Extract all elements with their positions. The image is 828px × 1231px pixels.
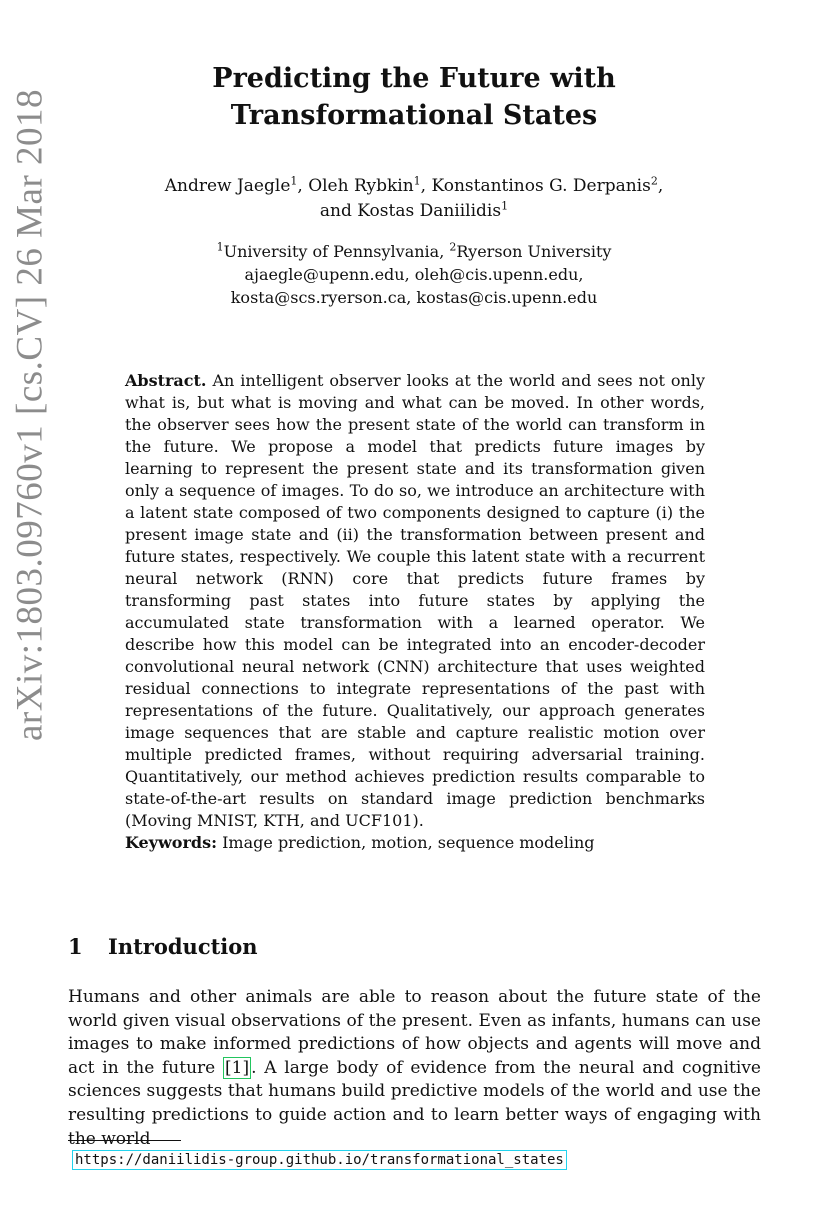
section-title: Introduction	[108, 934, 258, 959]
section-number: 1	[68, 934, 83, 959]
abstract-text: An intelligent observer looks at the world and sees not only what is, but what is moving and what can be moved. In other words, the observer sees how the present state of the world can transform in the future. We propose a model that predicts future images by learning to represent the present state and its transformation given only a sequence of images. To do so, we introduce an architecture with a latent state composed of two components designed to capture (i) the present image state and (ii) the transformation between present and future states, respectively. We couple this latent state with a recurrent neural network (RNN) core that predicts future frames by transforming past states into future states by applying the accumulated state transformation with a learned operator. We describe how this model can be integrated into an encoder-decoder convolutional neural network (CNN) architecture that uses weighted residual connections to integrate representations of the past with representations of the future. Qualitatively, our approach generates image sequences that are stable and capture realistic motion over multiple predicted frames, without requiring adversarial training. Quantitatively, our method achieves prediction results comparable to state-of-the-art results on standard image prediction benchmarks (Moving MNIST, KTH, and UCF101).	[125, 371, 705, 830]
arxiv-id-text: arXiv:1803.09760v1 [cs.CV] 26 Mar 2018	[9, 88, 51, 742]
affiliation-mark: 2	[449, 240, 457, 254]
emails-line-2: kosta@scs.ryerson.ca, kostas@cis.upenn.edu	[230, 288, 598, 307]
affiliation-mark: 1	[290, 174, 298, 188]
citation-link[interactable]: [1]	[225, 1057, 250, 1078]
footnote-url-link[interactable]: https://daniilidis-group.github.io/transformational_states	[72, 1150, 567, 1170]
affiliations	[90, 240, 738, 309]
author-name: Oleh Rybkin	[308, 176, 414, 196]
intro-text: Humans and other animals are able to reason about the future state of the world given visual observations of the present. Even as infants, humans can use images to make informed predictions of how objects and agents will move and act in the future	[68, 987, 761, 1078]
author-name: Andrew Jaegle	[164, 176, 291, 196]
footnote	[68, 1146, 567, 1170]
affiliation-mark: 1	[413, 174, 421, 188]
paper-title: Predicting the Future with Transformational States	[212, 63, 616, 131]
affiliation-mark: 1	[501, 199, 509, 213]
affiliation-1: University of Pennsylvania,	[223, 242, 450, 261]
affiliation-2: Ryerson University	[456, 242, 612, 261]
emails-line-1: ajaegle@upenn.edu, oleh@cis.upenn.edu,	[244, 265, 584, 284]
intro-paragraph	[68, 986, 761, 1151]
affiliation-mark: 2	[650, 174, 658, 188]
author-name: Kostas Daniilidis	[357, 201, 502, 221]
author-name: Konstantinos G. Derpanis	[431, 176, 651, 196]
affiliation-mark: 1	[216, 240, 224, 254]
keywords-label: Keywords:	[125, 833, 218, 852]
section-heading	[68, 932, 258, 962]
abstract-label: Abstract.	[125, 371, 207, 390]
keywords-text: Image prediction, motion, sequence modeling	[222, 833, 595, 852]
author-list: Andrew Jaegle$^1$, Oleh Rybkin$^1$, Konstantinos G. Derpanis$^2$, and Kostas Daniilidis$^1$	[164, 174, 664, 221]
keywords	[125, 832, 705, 854]
footnote-divider	[68, 1140, 181, 1141]
intro-text-continued: . A large body of evidence from the neural and cognitive sciences suggests that humans build predictive models of the world and use the resulting predictions to guide action and to learn better ways of engaging with the world	[68, 1057, 761, 1149]
abstract	[125, 370, 705, 832]
